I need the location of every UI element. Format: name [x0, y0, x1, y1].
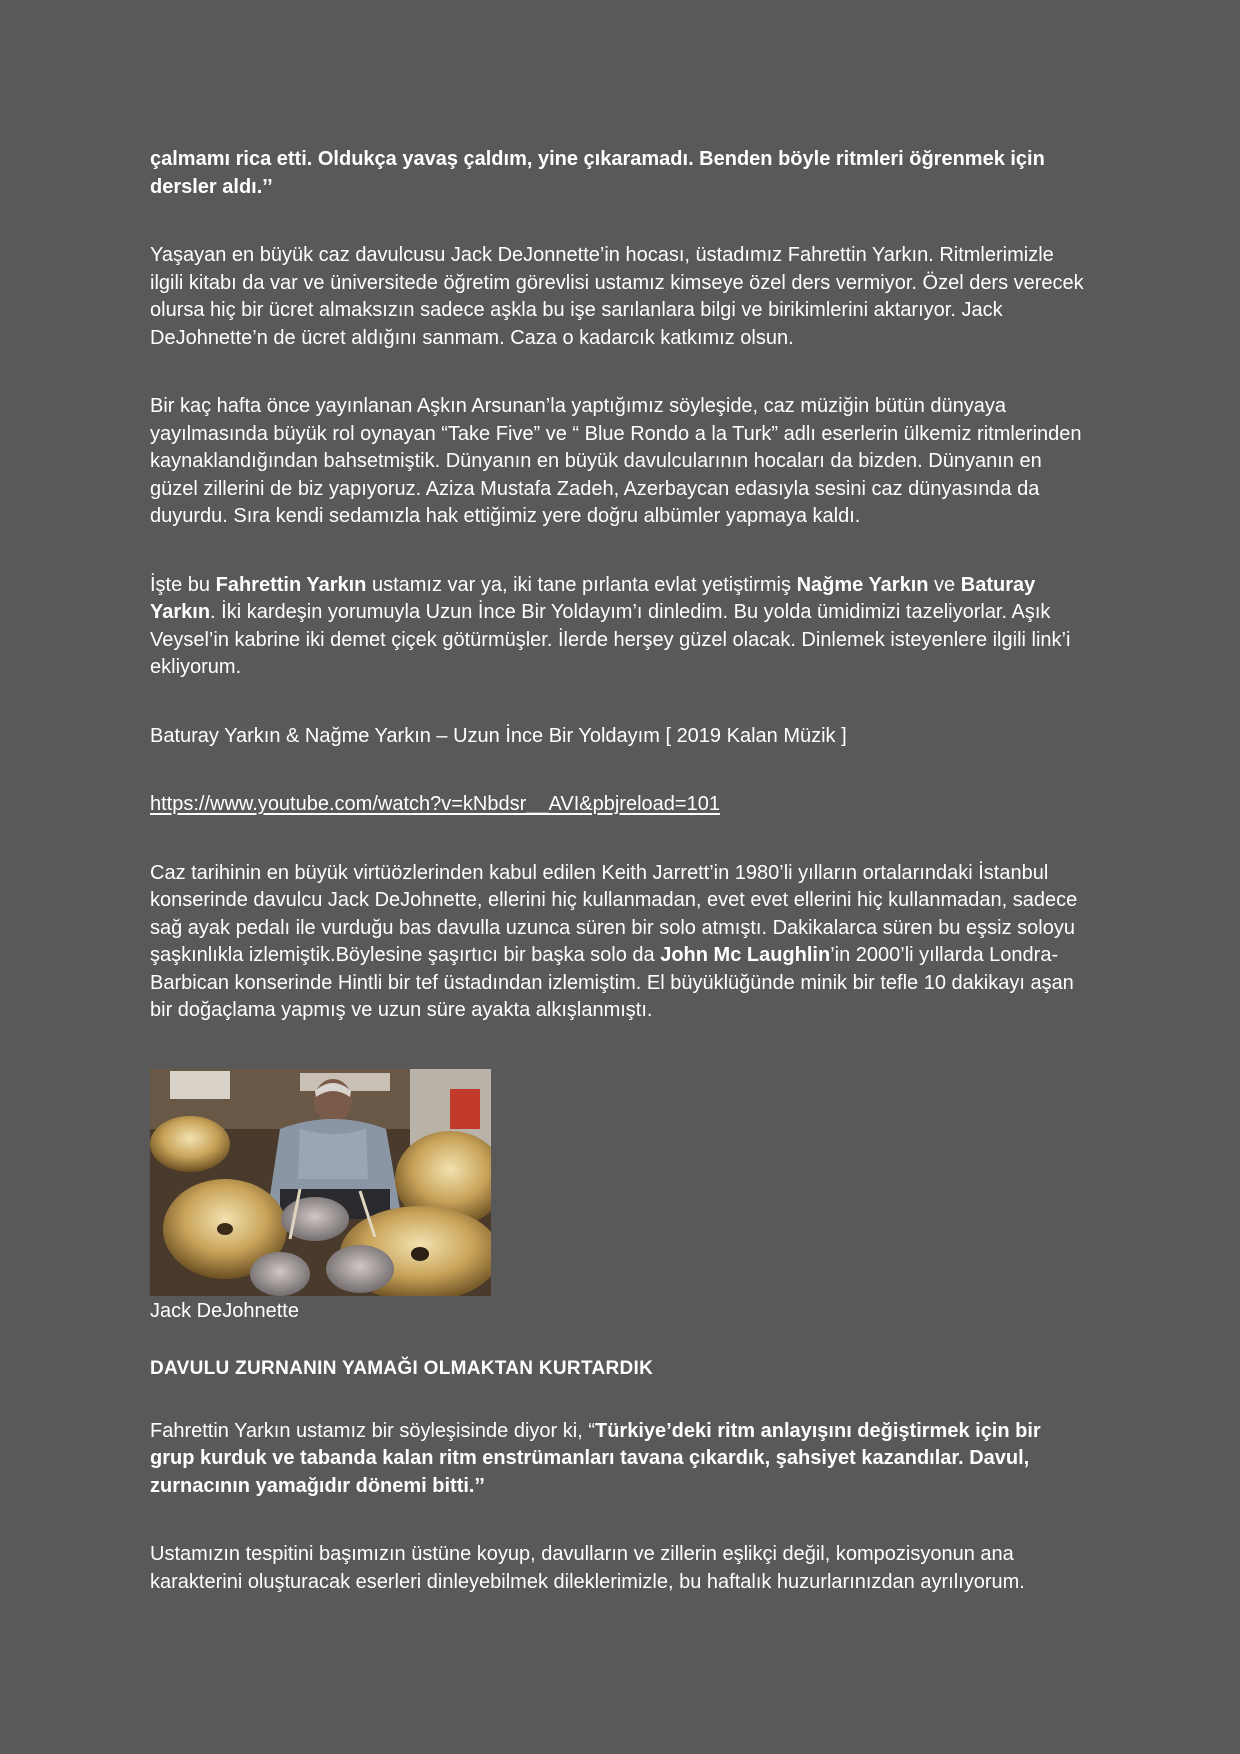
- quote-bold-text: çalmamı rica etti. Oldukça yavaş çaldım, yine çıkaramadı. Benden böyle ritmleri öğrenmek için dersler aldı.’’: [150, 148, 1045, 198]
- text-span: ustamız var ya, iki tane pırlanta evlat yetiştirmiş: [366, 573, 797, 596]
- closing-paragraph: Ustamızın tespitini başımızın üstüne koyup, davulların ve zillerin eşlikçi değil, kompozisyonun ana karakterini oluşturacak eserleri dinleyebilmek dileklerimizle, bu haftalık huzurlarınızdan ayrılıyorum.: [150, 1543, 1025, 1593]
- link-paragraph: [150, 791, 1090, 819]
- quote-paragraph: [150, 146, 1090, 201]
- song-title: Baturay Yarkın & Nağme Yarkın – Uzun İnce Bir Yoldayım [ 2019 Kalan Müzik ]: [150, 724, 847, 747]
- text-span: Fahrettin Yarkın ustamız bir söyleşisinde diyor ki, “: [150, 1419, 595, 1442]
- bold-name: John Mc Laughlin: [660, 944, 831, 966]
- youtube-link[interactable]: https://www.youtube.com/watch?v=kNbdsr__AVI&pbjreload=101: [150, 793, 720, 815]
- bold-name: Fahrettin Yarkın: [215, 573, 367, 596]
- bold-quote: Türkiye’deki ritm anlayışını değiştirmek için bir grup kurduk ve tabanda kalan ritm enstrümanları tavana çıkardık, şahsiyet kazandılar. Davul, zurnacının yamağıdır dönemi bitti.’’: [150, 1419, 1041, 1497]
- section-heading: DAVULU ZURNANIN YAMAĞI OLMAKTAN KURTARDIK: [150, 1358, 654, 1379]
- paragraph-yarkin-siblings: [150, 572, 1090, 682]
- paragraph-take-five: Bir kaç hafta önce yayınlanan Aşkın Arsunan’la yaptığımız söyleşide, caz müziğin bütün dünyaya yayılmasında büyük rol oynayan “Take Five” ve “ Blue Rondo a la Turk” adlı eserlerin ülkemiz ritmlerinden kaynaklandığından bahsetmiştik. Dünyanın en büyük davulcularının hocaları da bizden. Dünyanın en güzel zillerini de biz yapıyoruz. Aziza Mustafa Zadeh, Azerbaycan edasıyla sesini caz dünyasında da duyurdu. Sıra kendi sedamızla hak ettiğimiz yere doğru albümler yapmaya kaldı.: [150, 395, 1082, 527]
- drummer-illustration: [150, 1069, 491, 1296]
- bold-name: Nağme Yarkın: [796, 573, 929, 596]
- text-span: İşte bu: [150, 573, 216, 596]
- paragraph-keith-jarrett: [150, 860, 1090, 1025]
- article-body: [150, 146, 1090, 1596]
- paragraph-yarkin-quote: [150, 1418, 1090, 1501]
- bold-name: Baturay Yarkın: [150, 573, 1036, 623]
- text-span: ’in 2000’li yıllarda Londra-Barbican konserinde Hintli bir tef üstadından izlemiştim. El büyüklüğünde minik bir tefle 10 dakikayı aşan bir doğaçlama yapmış ve uzun süre ayakta alkışlanmıştı.: [150, 944, 1074, 1021]
- text-span: . İki kardeşin yorumuyla Uzun İnce Bir Yoldayım’ı dinledim. Bu yolda ümidimizi tazeliyorlar. Aşık Veysel’in kabrine iki demet çiçek götürmüşler. İlerde herşey güzel olacak. Dinlemek isteyenlere ilgili link’i ekliyorum.: [150, 601, 1071, 678]
- text-span: ve: [928, 573, 961, 596]
- paragraph-jack-dejohnette-teacher: Yaşayan en büyük caz davulcusu Jack DeJonnette’in hocası, üstadımız Fahrettin Yarkın. Ritmlerimizle ilgili kitabı da var ve üniversitede öğretim görevlisi ustamız kimseye özel ders vermiyor. Özel ders verecek olursa hiç bir ücret almaksızın sadece aşkla bu işe sarılanlara bilgi ve birikimlerini aktarıyor. Jack DeJohnette’n de ücret aldığını sanmam. Caza o kadarcık katkımız olsun.: [150, 244, 1084, 349]
- text-span: Caz tarihinin en büyük virtüözlerinden kabul edilen Keith Jarrett’in 1980’li yılların ortalarındaki İstanbul konserinde davulcu Jack DeJohnette, ellerini hiç kullanmadan, evet evet ellerini hiç kullanmadan, sadece sağ ayak pedalı ile vurduğu bas davulla uzunca süren bir solo atmıştı. Dakikalarca süren bu eşsiz soloyu şaşkınlıkla izlemiştik.Böylesine şaşırtıcı bir başka solo da: [150, 861, 1078, 966]
- photo-caption: Jack DeJohnette: [150, 1299, 299, 1322]
- jack-dejohnette-photo: [150, 1069, 491, 1296]
